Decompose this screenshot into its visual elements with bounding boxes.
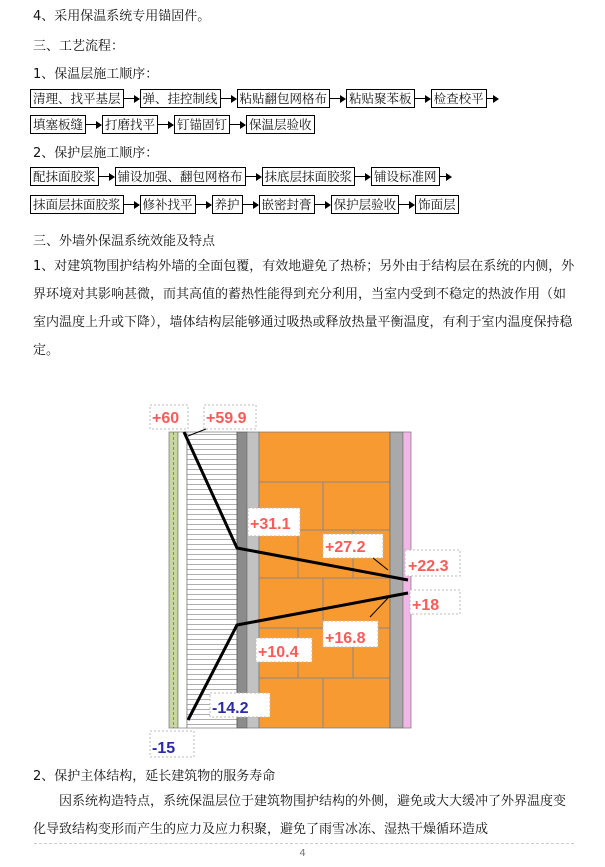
flow-step: 粘贴翻包网格布: [237, 89, 331, 108]
flow-step: 弹、挂控制线: [140, 89, 221, 108]
flow1-row1: [30, 89, 499, 108]
svg-text:+10.4: +10.4: [258, 644, 299, 661]
text-line: 4、采用保温系统专用锚固件。: [33, 9, 211, 24]
label-plus-22-3: [405, 550, 460, 576]
arrow-right-icon: [487, 90, 499, 107]
flow-step: 保温层验收: [246, 115, 315, 134]
svg-text:-15: -15: [152, 740, 176, 757]
svg-text:-14.2: -14.2: [212, 700, 249, 717]
flow-step: 填塞板缝: [30, 115, 86, 134]
flow2-row2: [30, 195, 459, 214]
section-heading: 三、工艺流程：: [33, 39, 125, 54]
flow-step: 配抹面胶浆: [30, 167, 99, 186]
section-heading: 三、外墙外保温系统效能及特点: [33, 234, 216, 249]
flow-step: 打磨找平: [102, 115, 158, 134]
arrow-right-icon: [330, 90, 346, 107]
sub-heading: 2、保护层施工顺序：: [33, 146, 159, 161]
flow-step: 嵌密封膏: [259, 195, 315, 214]
label-minus-15: [150, 731, 194, 757]
plaster-layer: [247, 432, 259, 728]
label-plus-16-8: [323, 621, 378, 647]
flow-step: 抹面层抹面胶浆: [30, 195, 124, 214]
flow-step: 清理、找平基层: [30, 89, 124, 108]
footer-divider: [34, 843, 574, 844]
svg-text:+16.8: +16.8: [325, 630, 366, 647]
svg-text:+60: +60: [152, 410, 180, 427]
flow2-row1: [30, 167, 452, 186]
svg-text:+31.1: +31.1: [250, 516, 291, 533]
svg-text:+22.3: +22.3: [408, 558, 449, 575]
flow-step: 抹底层抹面胶浆: [262, 167, 356, 186]
temperature-gradient-diagram: [148, 400, 468, 760]
label-plus-59-9: [188, 405, 256, 436]
arrow-right-icon: [243, 196, 259, 213]
svg-text:+18: +18: [412, 597, 440, 614]
arrow-right-icon: [158, 116, 174, 133]
arrow-right-icon: [230, 116, 246, 133]
arrow-right-icon: [221, 90, 237, 107]
protective-layer: [178, 432, 187, 728]
flow-step: 铺设加强、翻包网格布: [115, 167, 246, 186]
paragraph-1: 1、对建筑物围护结构外墙的全面包覆，有效地避免了热桥；另外由于结构层在系统的内侧，外界环境对其影响甚微，而其高值的蓄热性能得到充分利用，当室内受到不稳定的热波作用（如室内温度上升或下降），墙体结构层能够通过吸热或释放热量平衡温度，有利于室内温度保持稳定。: [33, 259, 575, 358]
flow-step: 饰面层: [415, 195, 459, 214]
flow-step: 铺设标准网: [371, 167, 440, 186]
arrow-right-icon: [315, 196, 331, 213]
flow-step: 检查校平: [431, 89, 487, 108]
arrow-right-icon: [440, 168, 452, 185]
arrow-right-icon: [196, 196, 212, 213]
flow-step: 粘贴聚苯板: [346, 89, 415, 108]
sub-heading: 1、保温层施工顺序：: [33, 67, 159, 82]
arrow-right-icon: [124, 90, 140, 107]
arrow-right-icon: [415, 90, 431, 107]
arrow-right-icon: [86, 116, 102, 133]
page-number: 4: [299, 848, 306, 859]
flow1-row2: [30, 115, 315, 134]
insulation-layer: [187, 432, 237, 728]
arrow-right-icon: [355, 168, 371, 185]
arrow-right-icon: [399, 196, 415, 213]
brick-wall: [259, 432, 390, 728]
flow-step: 修补找平: [140, 195, 196, 214]
adhesive-layer: [237, 432, 247, 728]
paragraph-2: 因系统构造特点，系统保温层位于建筑物围护结构的外侧，避免或大大缓冲了外界温度变化导致结构变形而产生的应力及应力积聚，避免了雨雪冰冻、湿热干燥循环造成: [33, 794, 567, 837]
arrow-right-icon: [99, 168, 115, 185]
svg-text:+59.9: +59.9: [206, 410, 247, 427]
label-plus-31-1: [248, 508, 300, 536]
flow-step: 养护: [212, 195, 243, 214]
flow-step: 钉锚固钉: [174, 115, 230, 134]
flow-step: 保护层验收: [331, 195, 400, 214]
arrow-right-icon: [124, 196, 140, 213]
label-plus-60: [150, 405, 188, 429]
arrow-right-icon: [246, 168, 262, 185]
svg-text:+27.2: +27.2: [325, 539, 366, 556]
label-minus-14-2: [210, 693, 270, 717]
sub-heading: 2、保护主体结构，延长建筑物的服务寿命: [33, 769, 276, 784]
label-plus-10-4: [256, 638, 312, 662]
